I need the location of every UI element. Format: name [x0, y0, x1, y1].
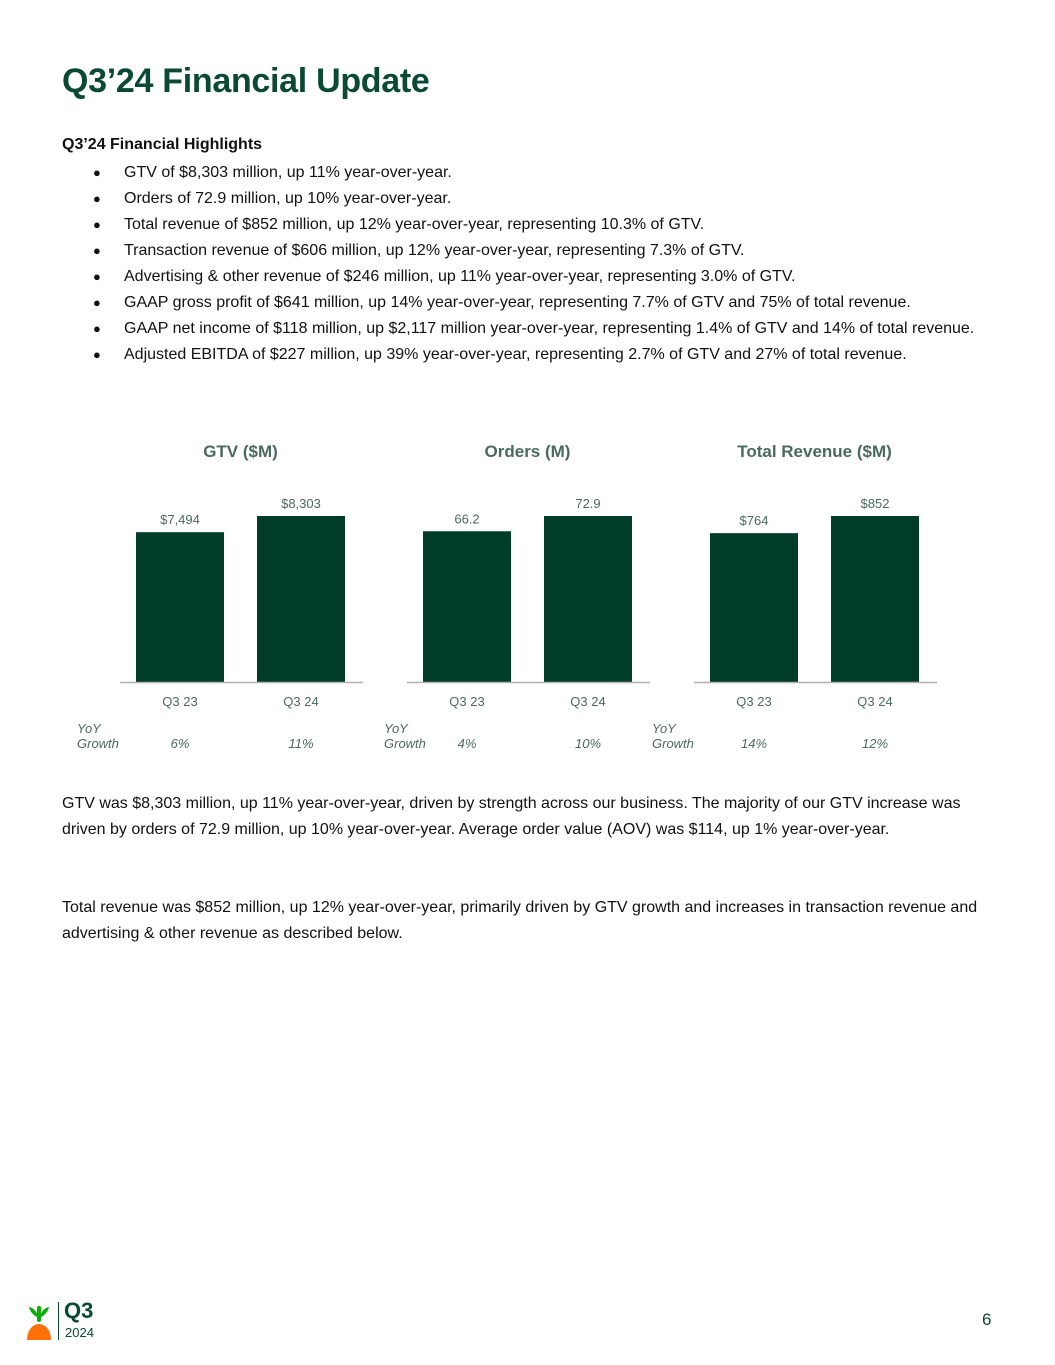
category-tick-label: Q3 24: [570, 694, 606, 709]
bullet-icon: ●: [93, 295, 101, 310]
bar: [136, 532, 224, 682]
yoy-growth-value: 11%: [288, 736, 314, 751]
yoy-growth-value: 14%: [740, 736, 768, 751]
chart-title: GTV ($M): [203, 442, 278, 461]
bar-value-label: 66.2: [454, 511, 480, 527]
highlight-item: [62, 316, 997, 342]
highlight-item: [62, 238, 997, 264]
bullet-icon: ●: [93, 191, 101, 206]
bar: [710, 533, 798, 682]
yoy-growth-value: 10%: [574, 736, 602, 751]
bar: [257, 516, 345, 682]
carrot-logo-icon: [24, 1300, 54, 1342]
revenue-paragraph: Total revenue was $852 million, up 12% year-over-year, primarily driven by GTV growth and increases in transaction revenue and advertising & other revenue as described below.: [62, 899, 978, 942]
highlight-text: GAAP net income of $118 million, up $2,117 million year-over-year, representing 1.4% of GTV and 14% of total revenue.: [124, 320, 975, 337]
bullet-icon: ●: [93, 321, 101, 336]
charts-row: [60, 430, 960, 770]
bullet-icon: ●: [93, 269, 101, 284]
category-tick-label: Q3 23: [736, 694, 772, 709]
bullet-icon: ●: [93, 217, 101, 232]
highlight-item: [62, 212, 997, 238]
footer-quarter: Q3: [64, 1298, 94, 1323]
category-tick-label: Q3 24: [283, 694, 319, 709]
bar: [831, 516, 919, 682]
yoy-label: Growth: [652, 736, 694, 751]
category-tick-label: Q3 24: [857, 694, 893, 709]
bullet-icon: ●: [93, 347, 101, 362]
footer-year: 2024: [65, 1325, 94, 1340]
highlight-text: Transaction revenue of $606 million, up 12% year-over-year, representing 7.3% of GTV.: [124, 242, 745, 259]
highlight-text: Total revenue of $852 million, up 12% year-over-year, representing 10.3% of GTV.: [124, 216, 705, 233]
yoy-label: Growth: [77, 736, 119, 751]
highlight-text: Orders of 72.9 million, up 10% year-over-year.: [124, 190, 452, 207]
gtv-paragraph: GTV was $8,303 million, up 11% year-over-year, driven by strength across our business. The majority of our GTV increase was driven by orders of 72.9 million, up 10% year-over-year. Average order value (AOV) was $114, up 1% year-over-year.: [62, 795, 961, 838]
yoy-label: YoY: [77, 721, 101, 736]
page-title: Q3’24 Financial Update: [62, 62, 430, 100]
bar: [423, 531, 511, 682]
page-number: 6: [982, 1310, 992, 1329]
bar-value-label: $764: [739, 513, 769, 529]
bullet-icon: ●: [93, 243, 101, 258]
bar-value-label: 72.9: [575, 496, 601, 511]
highlight-text: Advertising & other revenue of $246 million, up 11% year-over-year, representing 3.0% of GTV.: [124, 268, 796, 285]
bar-value-label: $8,303: [281, 496, 321, 511]
category-tick-label: Q3 23: [162, 694, 198, 709]
bar-value-label: $7,494: [160, 512, 200, 528]
yoy-label: Growth: [384, 736, 426, 751]
highlights-heading: Q3’24 Financial Highlights: [62, 136, 263, 153]
highlight-item: [62, 186, 997, 212]
highlight-item: [62, 342, 997, 368]
category-tick-label: Q3 23: [449, 694, 485, 709]
highlight-text: Adjusted EBITDA of $227 million, up 39% year-over-year, representing 2.7% of GTV and 27% of total revenue.: [124, 346, 907, 363]
bar-value-label: $852: [860, 496, 890, 511]
bar: [544, 516, 632, 682]
footer-divider: [58, 1302, 59, 1340]
highlights-list: [62, 160, 997, 368]
bullet-icon: ●: [93, 165, 101, 180]
highlight-item: [62, 290, 997, 316]
chart-title: Total Revenue ($M): [737, 442, 892, 461]
yoy-label: YoY: [652, 721, 676, 736]
highlight-item: [62, 264, 997, 290]
yoy-growth-value: 12%: [861, 736, 889, 751]
highlight-item: [62, 160, 997, 186]
bar-charts: [60, 430, 960, 770]
yoy-growth-value: 4%: [457, 736, 477, 751]
highlight-text: GTV of $8,303 million, up 11% year-over-year.: [124, 164, 452, 181]
highlight-text: GAAP gross profit of $641 million, up 14% year-over-year, representing 7.7% of GTV and 75% of total revenue.: [124, 294, 911, 311]
chart-title: Orders (M): [484, 442, 571, 461]
yoy-label: YoY: [384, 721, 408, 736]
yoy-growth-value: 6%: [170, 736, 190, 751]
